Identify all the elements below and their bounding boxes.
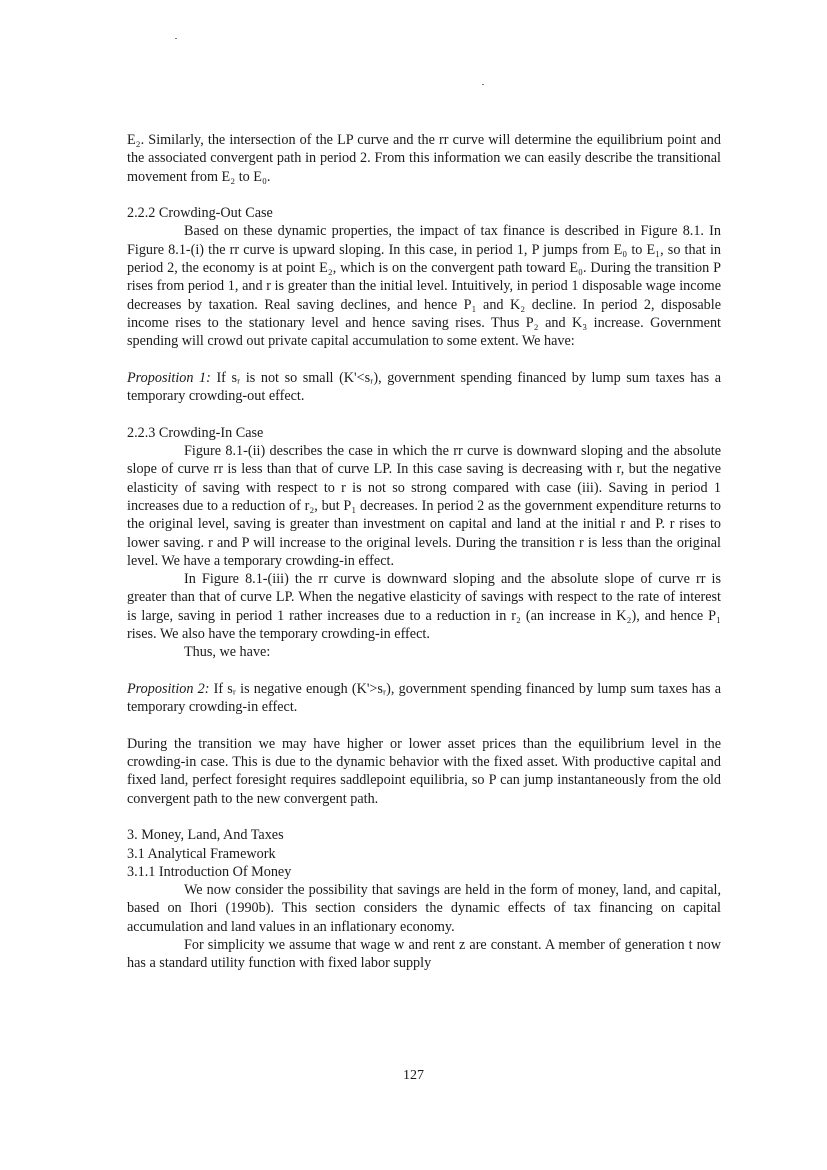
crowding-out-heading: 2.2.2 Crowding-Out Case bbox=[127, 205, 273, 222]
transition-paragraph: During the transition we may have higher or lower asset prices than the equilibrium level in the crowding-in case. This is due to the dynamic behavior with the fixed asset. With productive capital and fixed land, perfect foresight requires saddlepoint equilibria, so P can jump instantaneously from the old convergent path to the new convergent path. bbox=[127, 735, 721, 807]
page-number: 127 bbox=[403, 1068, 424, 1083]
intro-paragraph: E₂. Similarly, the intersection of the LP curve and the rr curve will determine the equilibrium point and the associated convergent path in period 2. From this information we can easily describe the transitional movement from E₂ to E₀. bbox=[127, 132, 721, 185]
proposition-2-text: If sᵣ is negative enough (K'>sᵣ), government spending financed by lump sum taxes has a temporary crowding-in effect. bbox=[127, 680, 721, 716]
crowding-in-heading: 2.2.3 Crowding-In Case bbox=[127, 424, 264, 441]
section-3-1-heading: 3.1 Analytical Framework bbox=[127, 845, 276, 862]
crowding-in-paragraph-1: Figure 8.1-(ii) describes the case in which the rr curve is downward sloping and the absolute slope of curve rr is less than that of curve LP. In this case saving is decreasing with r, but the negative elasticity of saving with respect to r is not so strong compared with case (iii). Saving in period 1 increases due to a reduction of r₂, but P₁ decreases. In period 2 as the government expenditure returns to the original level, saving is greater than investment on capital and land at the initial r and P. r rises to lower saving. r and P will increase to the original levels. During the transition r is less than the original level. We have a temporary crowding-in effect. bbox=[127, 443, 721, 569]
proposition-1-text: If sᵣ is not so small (K'<sᵣ), government spending financed by lump sum taxes has a temporary crowding-out effect. bbox=[127, 369, 721, 405]
body-text bbox=[127, 131, 721, 973]
scan-speck bbox=[175, 38, 177, 39]
proposition-1 bbox=[127, 369, 721, 406]
crowding-in-paragraph-2: In Figure 8.1-(iii) the rr curve is downward sloping and the absolute slope of curve rr is greater than that of curve LP. When the negative elasticity of savings with respect to the rate of interest is large, saving in period 1 rather increases due to a reduction in r₂ (an increase in K₂), and hence P₁ rises. We also have the temporary crowding-in effect. bbox=[127, 571, 721, 643]
section-3-1-1-heading: 3.1.1 Introduction Of Money bbox=[127, 863, 292, 880]
crowding-out-paragraph: Based on these dynamic properties, the impact of tax finance is described in Figure 8.1. In Figure 8.1-(i) the rr curve is upward sloping. In this case, in period 1, P jumps from E₀ to E₁, so that in period 2, the economy is at point E₂, which is on the convergent path toward E₀. During the transition P rises from period 1, and r is greater than the initial level. Intuitively, in period 1 disposable wage income decreases by taxation. Real saving declines, and hence P₁ and K₂ decline. In period 2, disposable income rises to the stationary level and hence saving rises. Thus P₂ and K₃ increase. Government spending will crowd out private capital accumulation to some extent. We have: bbox=[127, 223, 721, 350]
proposition-2-label: Proposition 2: bbox=[127, 680, 210, 697]
section-3-heading: 3. Money, Land, And Taxes bbox=[127, 827, 284, 844]
scan-speck bbox=[482, 84, 484, 85]
money-paragraph-2: For simplicity we assume that wage w and rent z are constant. A member of generation t now has a standard utility function with fixed labor supply bbox=[127, 937, 721, 972]
money-paragraph-1: We now consider the possibility that savings are held in the form of money, land, and capital, based on Ihori (1990b). This section considers the dynamic effects of tax financing on capital accumulation and land values in an inflationary economy. bbox=[127, 882, 721, 935]
proposition-1-label: Proposition 1: bbox=[127, 369, 211, 386]
crowding-in-paragraph-3: Thus, we have: bbox=[184, 644, 271, 661]
proposition-2 bbox=[127, 680, 721, 717]
